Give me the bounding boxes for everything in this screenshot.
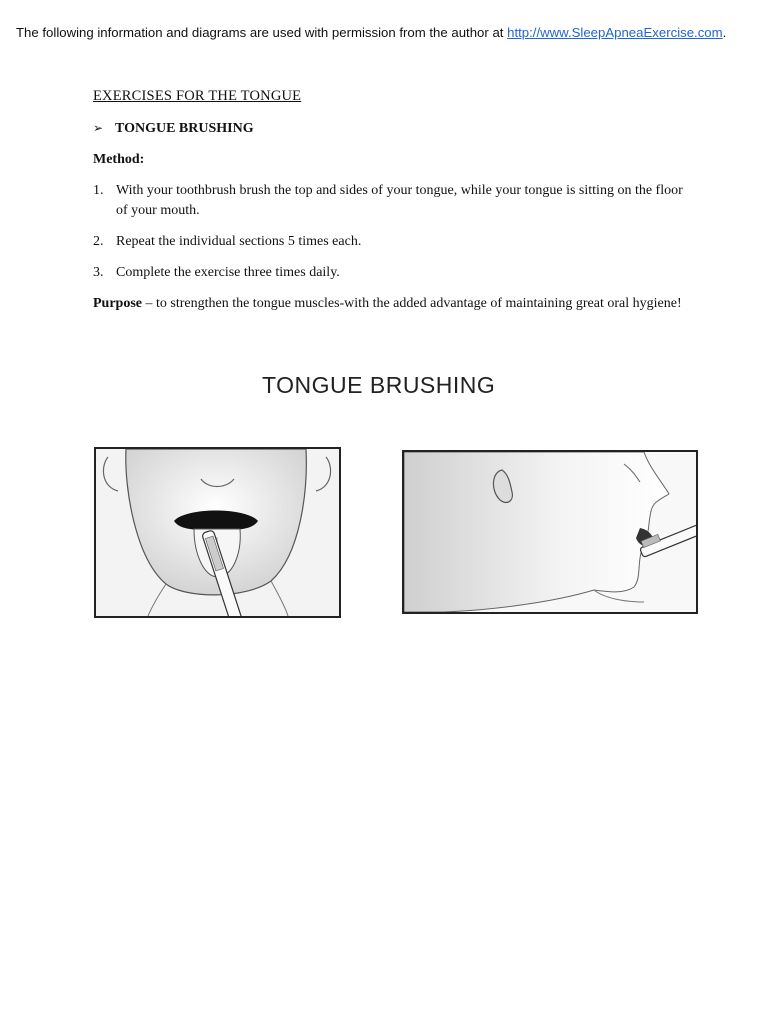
purpose-label: Purpose — [93, 296, 142, 311]
front-face-drawing — [96, 449, 339, 616]
side-face-drawing — [404, 452, 696, 612]
section-heading: EXERCISES FOR THE TONGUE — [93, 88, 302, 104]
step-item — [93, 263, 683, 283]
exercise-title — [93, 118, 683, 139]
step-number: 1. — [93, 183, 104, 198]
attribution-suffix: . — [722, 25, 727, 40]
attribution-line — [16, 25, 761, 40]
step-text: Complete the exercise three times daily. — [116, 265, 340, 280]
purpose-text: – to strengthen the tongue muscles-with the added advantage of maintaining great oral hygiene! — [142, 296, 682, 311]
front-view-illustration — [94, 447, 341, 618]
step-number: 2. — [93, 234, 104, 249]
step-text: Repeat the individual sections 5 times each. — [116, 234, 362, 249]
purpose-paragraph — [93, 294, 683, 314]
side-view-illustration — [402, 450, 698, 614]
method-label: Method: — [93, 152, 145, 167]
exercise-title-text: TONGUE BRUSHING — [115, 121, 254, 136]
exercise-section — [93, 86, 683, 314]
step-item — [93, 232, 683, 252]
source-link[interactable]: http://www.SleepApneaExercise.com — [507, 25, 723, 40]
figure-title: TONGUE BRUSHING — [262, 372, 496, 398]
attribution-prefix: The following information and diagrams are used with permission from the author at — [16, 25, 508, 40]
arrow-bullet-icon: ➢ — [93, 121, 104, 135]
step-item — [93, 181, 683, 221]
step-number: 3. — [93, 265, 104, 280]
step-text: With your toothbrush brush the top and sides of your tongue, while your tongue is sitting on the floor of your mouth. — [116, 183, 683, 218]
steps-list — [93, 181, 683, 283]
